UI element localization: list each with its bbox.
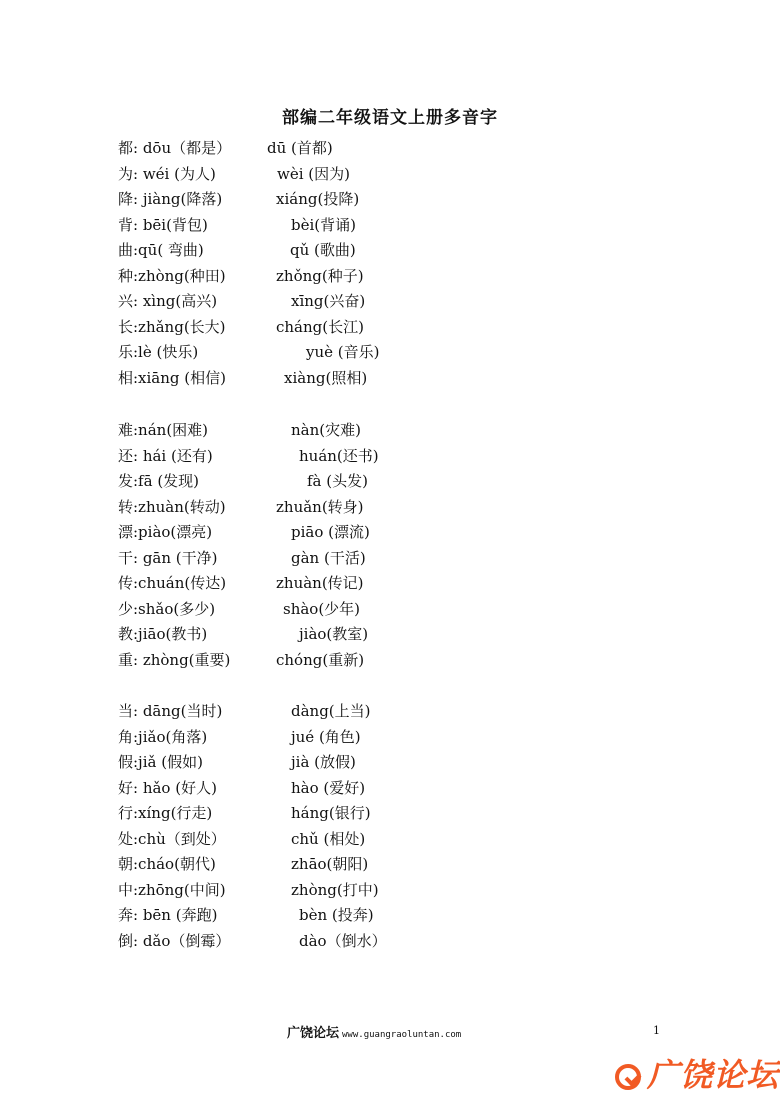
page-title: 部编二年级语文上册多音字 — [282, 108, 498, 128]
char-reading-1: 教:jiāo(教书) — [118, 625, 208, 643]
char-reading-1: 兴: xìng(高兴) — [118, 292, 218, 310]
char-reading-2: dū (首都) — [267, 139, 333, 157]
g-circle-icon — [615, 1064, 641, 1090]
entry-row — [0, 366, 780, 390]
entry-row — [0, 289, 780, 313]
char-reading-2: qǔ (歌曲) — [290, 241, 356, 259]
char-reading-1: 好: hǎo (好人) — [118, 778, 217, 797]
char-reading-1: 难:nán(困难) — [118, 421, 209, 439]
footer — [287, 1022, 461, 1041]
char-reading-2: zhuàn(传记) — [276, 574, 364, 592]
entry-row — [0, 801, 780, 825]
char-reading-2: chóng(重新) — [276, 650, 365, 669]
char-reading-1: 都: dōu（都是） — [118, 139, 232, 157]
char-reading-1: 中:zhōng(中间) — [118, 880, 226, 899]
entry-row — [0, 238, 780, 262]
char-reading-2: cháng(长江) — [276, 317, 364, 336]
char-reading-1: 行:xíng(行走) — [118, 804, 213, 822]
entry-row — [0, 213, 780, 237]
char-reading-2: piāo (漂流) — [291, 523, 370, 541]
logo-text: 广饶论坛 — [647, 1056, 780, 1094]
char-reading-2: bèn (投奔) — [299, 906, 374, 924]
entry-row — [0, 852, 780, 876]
char-reading-1: 重: zhòng(重要) — [118, 650, 231, 669]
char-reading-1: 角:jiǎo(角落) — [118, 727, 208, 746]
entry-row — [0, 776, 780, 800]
char-reading-2: jué (角色) — [291, 727, 361, 746]
char-reading-1: 降: jiàng(降落) — [118, 190, 223, 208]
entry-row — [0, 136, 780, 160]
entry-row — [0, 264, 780, 288]
footer-brand: 广饶论坛 — [287, 1026, 340, 1041]
char-reading-1: 当: dāng(当时) — [118, 702, 223, 720]
char-reading-2: chǔ (相处) — [291, 829, 366, 848]
char-reading-1: 朝:cháo(朝代) — [118, 855, 216, 873]
char-reading-1: 假:jiǎ (假如) — [118, 753, 203, 771]
char-reading-2: jià (放假) — [291, 753, 356, 771]
entry-row — [0, 750, 780, 774]
char-reading-2: dào（倒水） — [299, 931, 387, 950]
entry-row — [0, 315, 780, 339]
char-reading-2: huán(还书) — [299, 446, 379, 465]
entry-row — [0, 699, 780, 723]
char-reading-1: 倒: dǎo（倒霉） — [118, 931, 231, 950]
char-reading-1: 干: gān (干净) — [118, 548, 218, 567]
entry-row — [0, 622, 780, 646]
entry-row — [0, 725, 780, 749]
char-reading-2: zhòng(打中) — [291, 880, 379, 899]
char-reading-2: zhǒng(种子) — [276, 266, 364, 285]
entry-row — [0, 929, 780, 953]
watermark-logo — [615, 1055, 780, 1095]
char-reading-1: 少:shǎo(多少) — [118, 599, 216, 618]
char-reading-2: gàn (干活) — [291, 548, 366, 567]
char-reading-2: hào (爱好) — [291, 778, 366, 797]
entry-row — [0, 546, 780, 570]
char-reading-2: zhuǎn(转身) — [276, 497, 364, 516]
entry-row — [0, 571, 780, 595]
char-reading-2: jiào(教室) — [299, 625, 369, 643]
char-reading-2: háng(银行) — [291, 804, 371, 822]
entry-row — [0, 878, 780, 902]
char-reading-1: 处:chù（到处） — [118, 829, 226, 848]
char-reading-2: xiáng(投降) — [276, 190, 360, 208]
entry-row — [0, 903, 780, 927]
char-reading-1: 种:zhòng(种田) — [118, 266, 226, 285]
entry-row — [0, 162, 780, 186]
entry-row — [0, 418, 780, 442]
char-reading-1: 发:fā (发现) — [118, 472, 200, 490]
char-reading-1: 背: bēi(背包) — [118, 215, 208, 234]
char-reading-2: fà (头发) — [307, 472, 368, 490]
char-reading-1: 长:zhǎng(长大) — [118, 317, 226, 336]
entry-row — [0, 597, 780, 621]
char-reading-2: xiàng(照相) — [284, 368, 368, 387]
page-number: 1 — [653, 1024, 660, 1037]
char-reading-1: 转:zhuàn(转动) — [118, 497, 226, 516]
footer-url: www.guangraoluntan.com — [342, 1030, 462, 1040]
char-reading-1: 漂:piào(漂亮) — [118, 523, 213, 541]
entry-row — [0, 187, 780, 211]
char-reading-2: shào(少年) — [283, 599, 361, 618]
char-reading-1: 还: hái (还有) — [118, 446, 213, 465]
char-reading-2: dàng(上当) — [291, 702, 371, 720]
char-reading-2: bèi(背诵) — [291, 215, 356, 234]
entry-row — [0, 495, 780, 519]
entry-row — [0, 444, 780, 468]
char-reading-2: zhāo(朝阳) — [291, 855, 369, 873]
char-reading-2: yuè (音乐) — [306, 343, 380, 361]
char-reading-2: nàn(灾难) — [291, 421, 361, 439]
char-reading-1: 传:chuán(传达) — [118, 574, 227, 592]
char-reading-1: 奔: bēn (奔跑) — [118, 906, 218, 924]
char-reading-1: 相:xiāng (相信) — [118, 368, 226, 387]
entry-row — [0, 648, 780, 672]
entry-row — [0, 827, 780, 851]
entry-row — [0, 340, 780, 364]
char-reading-1: 为: wéi (为人) — [118, 164, 216, 183]
char-reading-2: wèi (因为) — [277, 164, 350, 183]
char-reading-1: 曲:qū( 弯曲) — [118, 241, 204, 259]
entry-row — [0, 520, 780, 544]
char-reading-2: xīng(兴奋) — [291, 292, 366, 310]
char-reading-1: 乐:lè (快乐) — [118, 343, 199, 361]
entry-row — [0, 469, 780, 493]
